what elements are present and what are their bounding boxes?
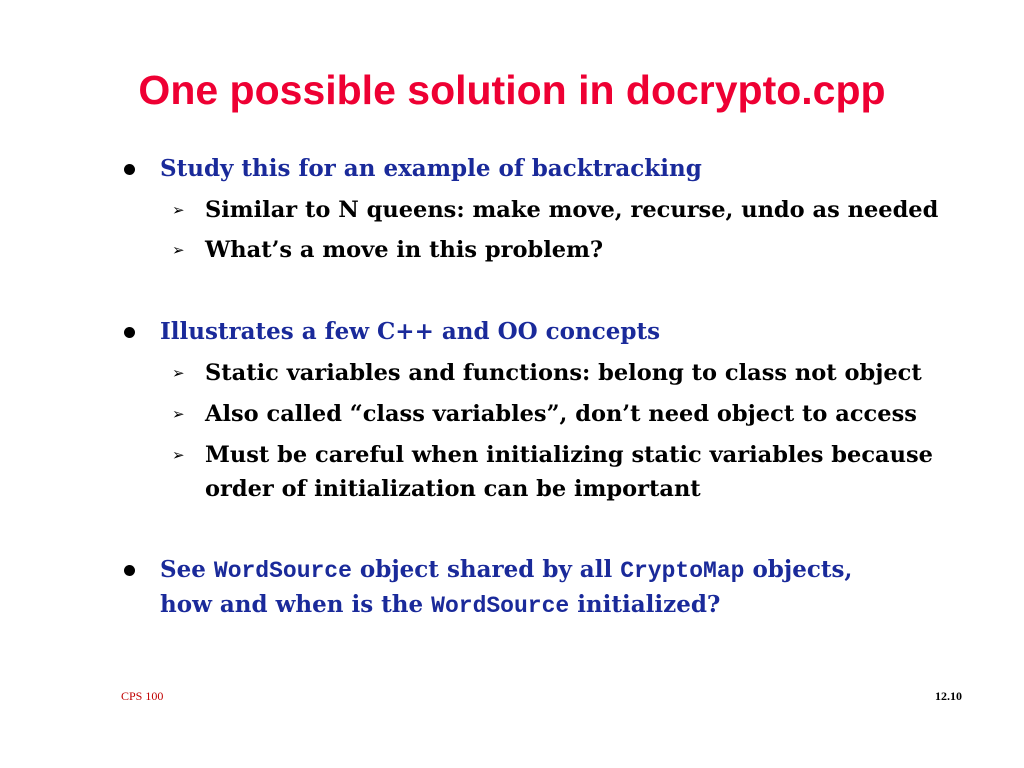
- arrow-bullet-icon: ➢: [172, 241, 185, 259]
- arrow-bullet-icon: ➢: [172, 201, 185, 219]
- sub-bullet-text: What’s a move in this problem?: [205, 237, 604, 263]
- footer-slide-number: 12.10: [935, 689, 962, 703]
- footer-course-label: CPS 100: [121, 689, 164, 703]
- code-wordsource: WordSource: [431, 593, 570, 619]
- code-wordsource: WordSource: [213, 558, 352, 584]
- arrow-bullet-icon: ➢: [172, 446, 185, 464]
- bullet-text: Illustrates a few C++ and OO concepts: [160, 318, 661, 345]
- bullet-text: See WordSource object shared by all CryptoMap objects,: [160, 556, 853, 584]
- code-cryptomap: CryptoMap: [620, 558, 745, 584]
- sub-bullet-text: order of initialization can be important: [205, 476, 701, 502]
- sub-bullet-text: Also called “class variables”, don’t need object to access: [205, 401, 917, 427]
- bullet-dot-icon: [124, 565, 135, 576]
- bullet-dot-icon: [124, 327, 135, 338]
- slide-title: One possible solution in docrypto.cpp: [138, 67, 886, 113]
- bullet-dot-icon: [124, 164, 135, 175]
- sub-bullet-text: Static variables and functions: belong to class not object: [205, 360, 922, 386]
- bullet-text: Study this for an example of backtracking: [160, 155, 702, 182]
- sub-bullet-text: Similar to N queens: make move, recurse, undo as needed: [205, 197, 939, 223]
- arrow-bullet-icon: ➢: [172, 405, 185, 423]
- bullet-text: how and when is the WordSource initialized?: [160, 591, 721, 619]
- sub-bullet-text: Must be careful when initializing static variables because: [205, 442, 933, 468]
- arrow-bullet-icon: ➢: [172, 364, 185, 382]
